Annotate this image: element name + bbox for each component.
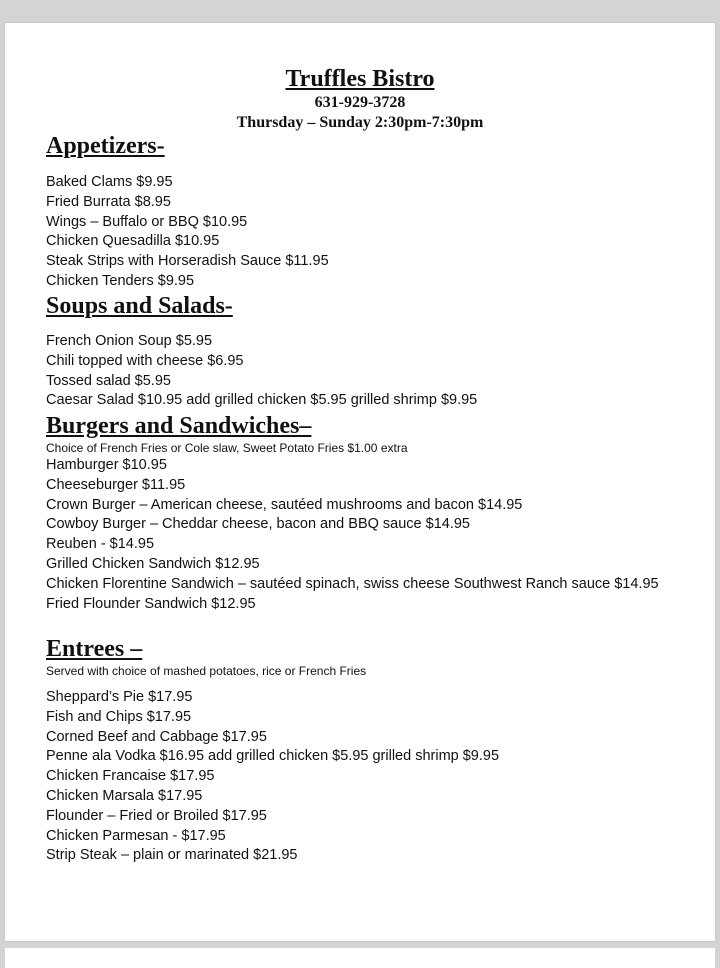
- list-item: Chicken Quesadilla $10.95: [46, 233, 220, 250]
- list-item: Fish and Chips $17.95: [46, 708, 192, 725]
- list-item: Wings – Buffalo or BBQ $10.95: [46, 213, 248, 230]
- list-item: French Onion Soup $5.95: [46, 333, 213, 349]
- list-item: Reuben - $14.95: [46, 536, 155, 553]
- list-item: Chicken Parmesan - $17.95: [46, 827, 226, 844]
- list-item: Chili topped with cheese $6.95: [46, 352, 244, 369]
- list-item: Sheppard’s Pie $17.95: [46, 689, 193, 705]
- soups-salads-heading: Soups and Salads-: [46, 293, 233, 319]
- list-item: Caesar Salad $10.95 add grilled chicken $5.95 grilled shrimp $9.95: [46, 392, 478, 409]
- list-item: Flounder – Fried or Broiled $17.95: [46, 807, 267, 824]
- list-item: Fried Flounder Sandwich $12.95: [46, 595, 256, 612]
- list-item: Baked Clams $9.95: [46, 174, 173, 190]
- list-item: Corned Beef and Cabbage $17.95: [46, 728, 267, 745]
- appetizers-heading: Appetizers-: [46, 133, 165, 159]
- burgers-sandwiches-heading: Burgers and Sandwiches–: [46, 413, 312, 439]
- list-item: Chicken Marsala $17.95: [46, 787, 203, 804]
- status-bar: [0, 0, 720, 22]
- restaurant-name: Truffles Bistro: [285, 66, 435, 92]
- opening-hours: Thursday – Sunday 2:30pm-7:30pm: [236, 114, 484, 131]
- menu-page: [5, 23, 715, 941]
- list-item: Tossed salad $5.95: [46, 372, 171, 389]
- soups-salads-list: [46, 332, 477, 411]
- list-item: Crown Burger – American cheese, sautéed mushrooms and bacon $14.95: [46, 496, 523, 513]
- list-item: Cheeseburger $11.95: [46, 476, 186, 493]
- entrees-note: Served with choice of mashed potatoes, rice or French Fries: [46, 664, 367, 678]
- list-item: Hamburger $10.95: [46, 457, 167, 473]
- list-item: Steak Strips with Horseradish Sauce $11.95: [46, 253, 329, 270]
- list-item: Grilled Chicken Sandwich $12.95: [46, 555, 260, 572]
- menu-header: [5, 65, 715, 133]
- list-item: Cowboy Burger – Cheddar cheese, bacon and BBQ sauce $14.95: [46, 516, 470, 533]
- list-item: Chicken Florentine Sandwich – sautéed spinach, swiss cheese Southwest Ranch sauce $14.95: [46, 575, 659, 592]
- list-item: Penne ala Vodka $16.95 add grilled chicken $5.95 grilled shrimp $9.95: [46, 748, 500, 765]
- burgers-sandwiches-list: [46, 456, 659, 614]
- next-page-edge: [5, 948, 715, 968]
- entrees-heading: Entrees –: [46, 636, 143, 662]
- list-item: Chicken Francaise $17.95: [46, 768, 215, 785]
- list-item: Strip Steak – plain or marinated $21.95: [46, 847, 298, 864]
- list-item: Chicken Tenders $9.95: [46, 272, 195, 289]
- burgers-note: Choice of French Fries or Cole slaw, Sweet Potato Fries $1.00 extra: [46, 441, 408, 455]
- entrees-list: [46, 688, 499, 866]
- list-item: Fried Burrata $8.95: [46, 193, 171, 210]
- phone-number: 631-929-3728: [314, 94, 406, 111]
- appetizers-list: [46, 173, 329, 292]
